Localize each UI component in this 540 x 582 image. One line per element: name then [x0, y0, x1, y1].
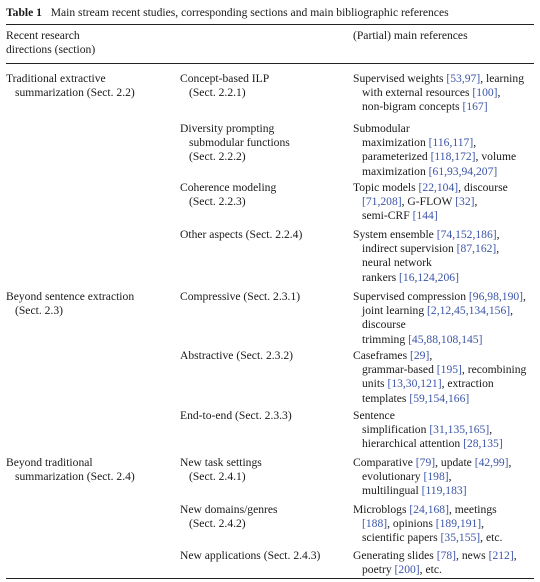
citation-link[interactable]: [28,135]	[463, 437, 503, 451]
reference-line	[353, 122, 516, 136]
section-line: submodular functions	[189, 136, 290, 150]
top-rule	[6, 24, 534, 25]
citation-link[interactable]: [118,172]	[430, 150, 476, 164]
direction-cell	[6, 72, 135, 100]
references-cell	[353, 290, 526, 347]
reference-line	[353, 165, 516, 179]
reference-text: , extraction	[441, 377, 494, 391]
reference-text: , update	[435, 456, 475, 469]
reference-line	[353, 470, 511, 484]
reference-line	[353, 150, 516, 164]
reference-text: Topic models	[353, 181, 419, 194]
header-line: Recent research	[6, 29, 80, 42]
reference-text: ,	[513, 549, 517, 562]
section-cell	[180, 409, 292, 423]
reference-line	[353, 423, 503, 437]
section-cell	[180, 549, 320, 563]
reference-text: ,	[473, 136, 477, 150]
reference-line	[353, 531, 502, 545]
direction-line: Beyond traditional	[6, 456, 93, 469]
section-cell	[180, 349, 293, 363]
references-cell	[353, 503, 502, 546]
reference-text: neural network	[362, 256, 432, 270]
header-line: (Partial) main references	[353, 29, 468, 42]
reference-text: ,	[448, 470, 452, 484]
reference-text: , news	[456, 549, 489, 562]
reference-text: , etc.	[480, 531, 503, 545]
reference-line	[353, 549, 517, 563]
reference-text: Generating slides	[353, 549, 437, 562]
reference-line	[353, 318, 526, 332]
header-line: directions (section)	[6, 43, 96, 57]
reference-line	[353, 437, 503, 451]
reference-text: trimming	[362, 332, 409, 346]
references-cell	[353, 549, 517, 577]
section-line: (Sect. 2.4.2)	[189, 517, 246, 531]
references-cell	[353, 409, 503, 452]
direction-line: Traditional extractive	[6, 72, 106, 85]
reference-line	[353, 409, 503, 423]
citation-link[interactable]: [61,93,94,207]	[428, 164, 498, 178]
citation-link[interactable]: [45,88,108,145]	[408, 332, 483, 346]
reference-text: , meetings	[448, 503, 497, 516]
reference-line	[353, 86, 524, 100]
section-cell	[180, 290, 300, 304]
reference-text: Submodular	[353, 122, 410, 135]
reference-text: rankers	[362, 270, 400, 284]
reference-line	[353, 228, 500, 242]
reference-line	[353, 242, 500, 256]
section-cell	[180, 72, 269, 100]
caption-text: Main stream recent studies, corresponding sections and main bibliographic references	[50, 6, 449, 19]
reference-text: ,	[429, 349, 433, 362]
section-line: Coherence modeling	[180, 181, 277, 194]
reference-line	[353, 517, 502, 531]
reference-line	[353, 181, 508, 195]
reference-text: ,	[474, 195, 478, 209]
citation-link[interactable]: [116,117]	[428, 136, 474, 150]
references-cell	[353, 181, 508, 224]
reference-text: Supervised weights	[353, 72, 447, 85]
reference-line	[353, 484, 511, 498]
section-line: Diversity prompting	[180, 122, 275, 135]
direction-cell	[6, 290, 134, 318]
reference-line	[353, 100, 524, 114]
reference-line	[353, 271, 500, 285]
reference-line	[353, 377, 526, 391]
section-line: (Sect. 2.4.1)	[189, 470, 246, 484]
references-cell	[353, 72, 524, 115]
section-line: End-to-end (Sect. 2.3.3)	[180, 409, 292, 422]
reference-text: simplification	[362, 423, 430, 437]
section-line: Concept-based ILP	[180, 72, 270, 85]
references-cell	[353, 456, 511, 499]
references-cell	[353, 122, 516, 179]
reference-line	[353, 304, 526, 318]
reference-text: non-bigram concepts	[362, 100, 463, 114]
reference-text: discourse	[362, 318, 406, 332]
reference-text: scientific papers	[362, 531, 441, 545]
reference-line	[353, 363, 526, 377]
citation-link[interactable]: [200]	[394, 563, 420, 577]
reference-text: parameterized	[362, 150, 431, 164]
reference-text: indirect supervision	[362, 242, 457, 256]
citation-link[interactable]: [31,135,165]	[429, 423, 490, 437]
reference-text: hierarchical attention	[362, 437, 464, 451]
reference-text: ,	[489, 423, 493, 437]
reference-line	[353, 333, 526, 347]
citation-link[interactable]: [29]	[409, 349, 430, 362]
reference-text: , G-FLOW	[401, 195, 456, 209]
reference-text: with external resources	[362, 86, 473, 100]
references-cell	[353, 228, 500, 285]
reference-text: , learning	[480, 72, 524, 85]
section-line: New applications (Sect. 2.4.3)	[180, 549, 321, 562]
section-line: Abstractive (Sect. 2.3.2)	[180, 349, 294, 362]
section-cell	[180, 122, 290, 165]
reference-text: ,	[497, 86, 501, 100]
reference-text: , recombining	[461, 363, 527, 377]
reference-text: multilingual	[362, 484, 422, 498]
reference-text: poetry	[362, 563, 395, 577]
citation-link[interactable]: [188]	[362, 517, 388, 531]
reference-line	[353, 503, 502, 517]
reference-text: ,	[510, 304, 514, 318]
table-caption	[6, 6, 449, 19]
reference-text: ,	[496, 228, 500, 241]
header-references	[353, 29, 468, 43]
citation-link[interactable]: [78]	[436, 549, 457, 562]
citation-link[interactable]: [144]	[412, 209, 438, 223]
reference-line	[353, 195, 508, 209]
section-line: (Sect. 2.2.3)	[189, 195, 246, 209]
citation-link[interactable]: [189,191]	[435, 517, 482, 531]
reference-text: joint learning	[362, 304, 428, 318]
header-directions	[6, 29, 95, 57]
direction-line: (Sect. 2.3)	[15, 304, 63, 318]
reference-text: , etc.	[419, 563, 442, 577]
citation-link[interactable]: [16,124,206]	[399, 270, 459, 284]
section-cell	[180, 228, 302, 242]
section-line: New task settings	[180, 456, 262, 469]
reference-line	[353, 72, 524, 86]
reference-text: Microblogs	[353, 503, 410, 516]
caption-label: Table 1	[6, 6, 42, 19]
reference-text: , opinions	[387, 517, 436, 531]
reference-text: ,	[481, 517, 485, 531]
citation-link[interactable]: [74,152,186]	[436, 228, 497, 241]
references-cell	[353, 349, 526, 406]
reference-line	[353, 392, 526, 406]
citation-link[interactable]: [79]	[415, 456, 436, 469]
reference-text: Sentence	[353, 409, 395, 422]
reference-line	[353, 136, 516, 150]
reference-text: maximization	[362, 164, 429, 178]
section-line: (Sect. 2.2.1)	[189, 86, 246, 100]
reference-line	[353, 209, 508, 223]
citation-link[interactable]: [53,97]	[446, 72, 481, 85]
reference-text: ,	[496, 242, 500, 256]
header-rule	[6, 63, 534, 64]
citation-link[interactable]: [24,168]	[409, 503, 449, 516]
reference-line	[353, 563, 517, 577]
citation-link[interactable]: [100]	[472, 86, 498, 100]
bottom-rule	[6, 578, 534, 579]
citation-link[interactable]: [87,162]	[456, 242, 497, 256]
section-line: Compressive (Sect. 2.3.1)	[180, 290, 301, 303]
reference-text: units	[362, 377, 388, 391]
citation-link[interactable]: [22,104]	[418, 181, 459, 194]
citation-link[interactable]: [71,208]	[362, 195, 402, 209]
citation-link[interactable]: [35,155]	[440, 531, 481, 545]
citation-link[interactable]: [2,12,45,134,156]	[427, 304, 511, 318]
section-line: (Sect. 2.2.2)	[189, 150, 246, 164]
reference-line	[353, 349, 526, 363]
citation-link[interactable]: [13,30,121]	[387, 377, 442, 391]
reference-text: maximization	[362, 136, 429, 150]
section-line: New domains/genres	[180, 503, 278, 516]
section-line: Other aspects (Sect. 2.2.4)	[180, 228, 303, 241]
reference-line	[353, 456, 511, 470]
citation-link[interactable]: [119,183]	[421, 484, 467, 498]
reference-line	[353, 290, 526, 304]
direction-line: summarization (Sect. 2.2)	[15, 86, 135, 100]
reference-text: ,	[508, 456, 512, 469]
reference-text: System ensemble	[353, 228, 437, 241]
reference-text: Supervised compression	[353, 290, 469, 303]
direction-cell	[6, 456, 135, 484]
citation-link[interactable]: [198]	[423, 470, 449, 484]
reference-text: Comparative	[353, 456, 416, 469]
direction-line: summarization (Sect. 2.4)	[15, 470, 135, 484]
citation-link[interactable]: [167]	[462, 100, 488, 114]
citation-link[interactable]: [96,98,190]	[468, 290, 524, 303]
reference-text: , discourse	[458, 181, 508, 194]
citation-link[interactable]: [42,99]	[474, 456, 509, 469]
section-cell	[180, 503, 278, 531]
section-cell	[180, 181, 276, 209]
section-cell	[180, 456, 262, 484]
direction-line: Beyond sentence extraction	[6, 290, 135, 303]
reference-text: templates	[362, 391, 410, 405]
reference-text: ,	[523, 290, 526, 303]
citation-link[interactable]: [195]	[436, 363, 462, 377]
citation-link[interactable]: [212]	[488, 549, 514, 562]
reference-text: Caseframes	[353, 349, 410, 362]
citation-link[interactable]: [32]	[455, 195, 475, 209]
reference-line	[353, 256, 500, 270]
reference-text: grammar-based	[362, 363, 437, 377]
reference-text: semi-CRF	[362, 209, 413, 223]
reference-text: evolutionary	[362, 470, 424, 484]
citation-link[interactable]: [59,154,166]	[409, 391, 470, 405]
reference-text: , volume	[475, 150, 517, 164]
